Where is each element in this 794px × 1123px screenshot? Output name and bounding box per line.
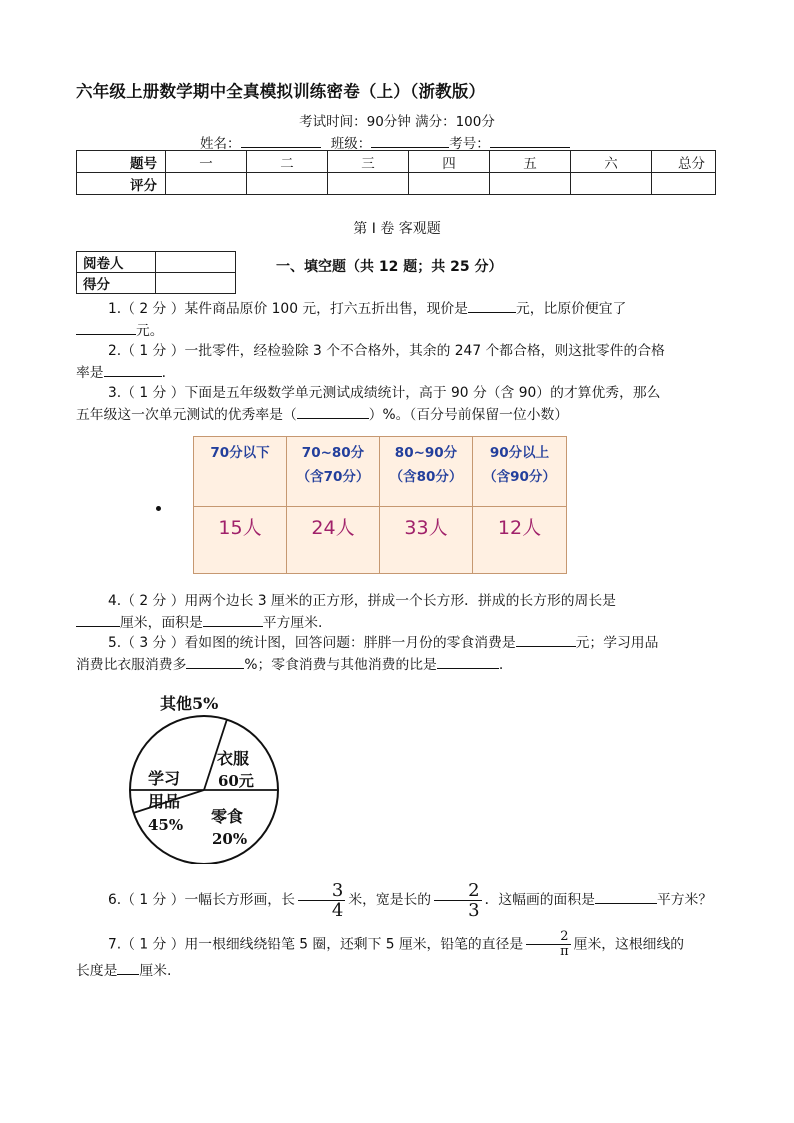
question-text: 1.（ 2 分 ）某件商品原价 100 元，打六五折出售，现价是 — [108, 301, 468, 317]
question-text: %；零食消费与其他消费的比是 — [244, 657, 437, 673]
question-text: 长度是 — [76, 963, 118, 979]
grade-stats-table — [193, 436, 567, 574]
class-label: 班级： — [330, 136, 372, 152]
column-header: 三 — [328, 151, 409, 173]
volume-heading: 第 I 卷 客观题 — [353, 221, 441, 237]
grader-label: 阅卷人 — [77, 252, 156, 273]
question-text: 率是 — [76, 365, 104, 381]
exam-title: 六年级上册数学期中全真模拟训练密卷（上）（浙教版） — [76, 82, 486, 101]
label-clothes-value: 60元 — [218, 772, 254, 790]
question-5 — [76, 632, 720, 676]
question-text: 2.（ 1 分 ）一批零件，经检验除 3 个不合格外，其余的 247 个都合格，则这批零件的合格 — [108, 343, 665, 359]
answer-blank[interactable] — [516, 634, 576, 647]
column-header: 一 — [166, 151, 247, 173]
column-header-total: 总分 — [652, 151, 716, 173]
label-clothes: 衣服 — [217, 749, 250, 768]
grade-header: 70~80分 （含70分） — [287, 437, 380, 507]
fraction-ratio: $\frac{2}{3}$ — [434, 881, 481, 920]
question-text: ．这幅画的面积是 — [484, 892, 595, 908]
question-1 — [76, 298, 720, 342]
question-text: 厘米，这根细线的 — [573, 936, 685, 953]
column-header: 五 — [490, 151, 571, 173]
label-study: 学习 — [148, 769, 181, 788]
answer-blank[interactable] — [468, 300, 516, 313]
label-study-value: 45% — [148, 816, 184, 834]
question-text: . — [498, 657, 504, 673]
score-cell[interactable] — [409, 173, 490, 195]
grade-header: 80~90分 （含80分） — [380, 437, 473, 507]
question-text: 7.（ 1 分 ）用一根细线绕铅笔 5 圈，还剩下 5 厘米，铅笔的直径是 — [108, 936, 524, 953]
score-table-score-row — [77, 173, 716, 195]
question-text: 五年级这一次单元测试的优秀率是（ — [76, 407, 297, 423]
question-6 — [76, 880, 720, 920]
score-cell[interactable] — [328, 173, 409, 195]
student-info-row — [200, 132, 570, 152]
question-text: 平方米？ — [656, 892, 713, 908]
question-text: ）%。（百分号前保留一位小数） — [368, 407, 569, 423]
score-cell-total[interactable] — [652, 173, 716, 195]
answer-blank[interactable] — [437, 656, 499, 669]
grade-value: 12人 — [473, 507, 567, 574]
question-text: 5.（ 3 分 ）看如图的统计图，回答问题：胖胖一月份的零食消费是 — [108, 635, 516, 651]
score-cell[interactable] — [571, 173, 652, 195]
number-label: 考号： — [449, 136, 490, 152]
grader-table — [76, 251, 236, 294]
label-other: 其他5% — [160, 694, 219, 713]
class-field[interactable] — [371, 135, 449, 148]
label-study-2: 用品 — [148, 792, 181, 811]
answer-blank[interactable] — [104, 364, 162, 377]
answer-blank[interactable] — [595, 891, 657, 904]
question-text: 平方厘米. — [262, 615, 323, 631]
pie-slices — [130, 716, 278, 864]
label-snack-value: 20% — [212, 830, 248, 848]
score-label: 得分 — [77, 273, 156, 294]
question-text: 元；学习用品 — [575, 635, 659, 651]
question-text: 3.（ 1 分 ）下面是五年级数学单元测试成绩统计，高于 90 分（含 90）的才算优秀，那么 — [108, 385, 661, 401]
answer-blank[interactable] — [297, 406, 369, 419]
grade-value: 24人 — [287, 507, 380, 574]
row-label-score: 评分 — [77, 173, 166, 195]
row-label-question-number: 题号 — [77, 151, 166, 173]
question-text: 厘米，面积是 — [120, 615, 203, 631]
fraction-length: $\frac{3}{4}$ — [298, 881, 345, 920]
grade-header: 70分以下 — [194, 437, 287, 507]
name-field[interactable] — [241, 135, 321, 148]
question-3 — [76, 382, 720, 426]
grade-value: 15人 — [194, 507, 287, 574]
question-text: 4.（ 2 分 ）用两个边长 3 厘米的正方形，拼成一个长方形．拼成的长方形的周长是 — [108, 593, 616, 609]
question-4 — [76, 590, 720, 634]
section-title: 一、填空题（共 12 题；共 25 分） — [276, 259, 503, 275]
answer-blank[interactable] — [76, 322, 136, 335]
question-2 — [76, 340, 720, 384]
question-text: 厘米. — [139, 963, 172, 979]
score-table — [76, 150, 716, 195]
question-text: . — [161, 365, 166, 381]
section-score-cell[interactable] — [156, 273, 236, 294]
score-cell[interactable] — [490, 173, 571, 195]
answer-blank[interactable] — [117, 962, 139, 975]
score-table-header-row — [77, 151, 716, 173]
question-text: 米，宽是长的 — [348, 892, 432, 908]
question-text: 元。 — [136, 323, 164, 339]
exam-info: 考试时间：90分钟 满分：100分 — [299, 114, 495, 130]
fraction-diameter: $\frac{2}{\pi}$ — [526, 930, 571, 959]
column-header: 四 — [409, 151, 490, 173]
answer-blank[interactable] — [203, 614, 263, 627]
number-field[interactable] — [490, 135, 570, 148]
answer-blank[interactable] — [76, 614, 120, 627]
column-header: 六 — [571, 151, 652, 173]
label-snack: 零食 — [211, 807, 244, 826]
grader-cell[interactable] — [156, 252, 236, 273]
question-text: 消费比衣服消费多 — [76, 657, 187, 673]
answer-blank[interactable] — [186, 656, 244, 669]
grade-header: 90分以上 （含90分） — [473, 437, 567, 507]
bullet-dot — [156, 506, 161, 511]
question-text: 6.（ 1 分 ）一幅长方形画，长 — [108, 892, 295, 908]
score-cell[interactable] — [166, 173, 247, 195]
spending-pie-chart — [120, 684, 300, 864]
column-header: 二 — [247, 151, 328, 173]
question-text: 元，比原价便宜了 — [515, 301, 627, 317]
question-7 — [76, 930, 720, 983]
grade-value: 33人 — [380, 507, 473, 574]
score-cell[interactable] — [247, 173, 328, 195]
name-label: 姓名： — [200, 136, 241, 152]
